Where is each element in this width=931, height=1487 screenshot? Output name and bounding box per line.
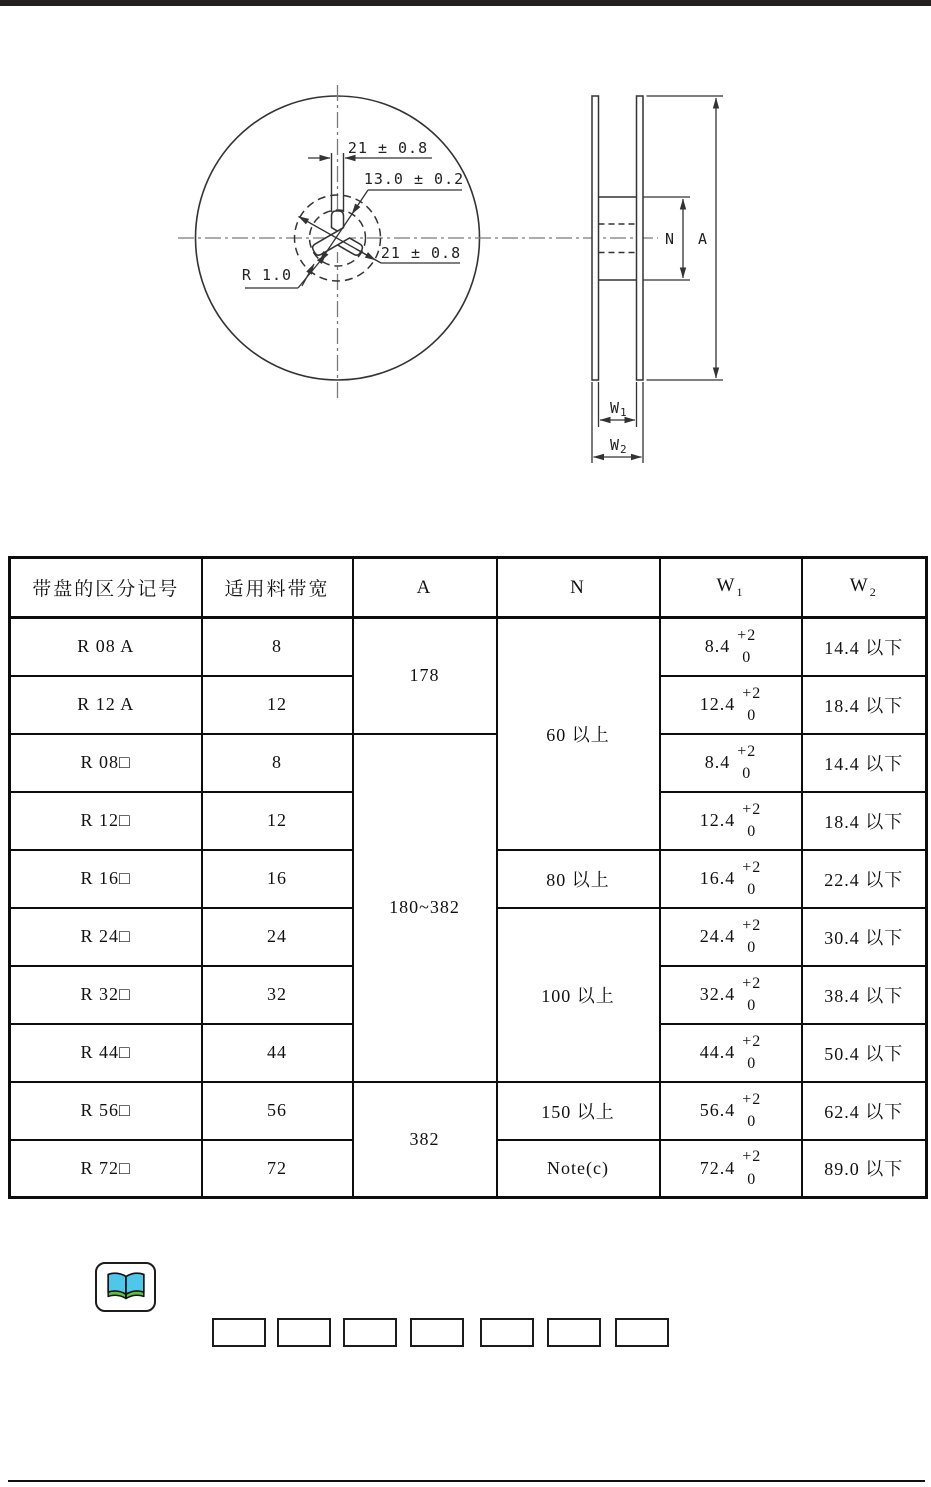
- page-bottom-rule: [8, 1480, 925, 1482]
- placeholder-box: [343, 1318, 397, 1347]
- reel-spec-table: [8, 556, 928, 1199]
- placeholder-box: [410, 1318, 464, 1347]
- right-flange: [637, 96, 644, 380]
- cell-a-group: 178: [353, 618, 497, 734]
- cell-tape-width: 32: [202, 966, 353, 1024]
- header-reel-mark: 带盘的区分记号: [10, 558, 202, 618]
- cell-tape-width: 24: [202, 908, 353, 966]
- cell-w2: 18.4 以下: [802, 792, 927, 850]
- placeholder-box: [547, 1318, 601, 1347]
- cell-w2: 18.4 以下: [802, 676, 927, 734]
- cell-w1: 12.4 +2 0: [660, 676, 802, 734]
- dim-label-n: N: [664, 230, 676, 248]
- cell-mark: R 12 A: [10, 676, 202, 734]
- dim-label-slot-width: 21 ± 0.8: [347, 139, 429, 157]
- cell-n-group: 100 以上: [497, 908, 660, 1082]
- cell-n-group: 60 以上: [497, 618, 660, 850]
- dim-label-w2: $W_2$: [610, 436, 628, 456]
- cell-a-group: 180~382: [353, 734, 497, 1082]
- cell-tape-width: 8: [202, 734, 353, 792]
- cell-mark: R 72□: [10, 1140, 202, 1198]
- cell-w1: 12.4 +2 0: [660, 792, 802, 850]
- cell-w1: 32.4 +2 0: [660, 966, 802, 1024]
- table-row: [10, 1082, 927, 1140]
- left-flange: [592, 96, 599, 380]
- cell-w1: 16.4 +2 0: [660, 850, 802, 908]
- cell-w2: 89.0 以下: [802, 1140, 927, 1198]
- cell-mark: R 32□: [10, 966, 202, 1024]
- cell-w1: 8.4 +2 0: [660, 734, 802, 792]
- cell-tape-width: 16: [202, 850, 353, 908]
- dim-label-a: A: [697, 230, 709, 248]
- cell-w1: 8.4 +2 0: [660, 618, 802, 676]
- placeholder-box: [480, 1318, 534, 1347]
- cell-w2: 14.4 以下: [802, 618, 927, 676]
- cell-w1: 72.4 +2 0: [660, 1140, 802, 1198]
- dim-label-key-circle: 21 ± 0.8: [380, 244, 462, 262]
- reel-side-view: [592, 96, 723, 463]
- cell-w1: 24.4 +2 0: [660, 908, 802, 966]
- cell-mark: R 08 A: [10, 618, 202, 676]
- table-row: [10, 618, 927, 676]
- cell-w1: 44.4 +2 0: [660, 1024, 802, 1082]
- reel-dimension-drawing: [0, 0, 931, 530]
- header-n: N: [497, 558, 660, 618]
- placeholder-box: [277, 1318, 331, 1347]
- cell-tape-width: 44: [202, 1024, 353, 1082]
- cell-mark: R 56□: [10, 1082, 202, 1140]
- cell-w2: 50.4 以下: [802, 1024, 927, 1082]
- reel-front-view: [178, 85, 658, 398]
- table-header-row: [10, 558, 927, 618]
- cell-w2: 14.4 以下: [802, 734, 927, 792]
- cell-tape-width: 72: [202, 1140, 353, 1198]
- cell-a-group: 382: [353, 1082, 497, 1198]
- cell-tape-width: 12: [202, 676, 353, 734]
- dim-label-fillet-radius: R 1.0: [241, 266, 293, 284]
- cell-mark: R 08□: [10, 734, 202, 792]
- cell-mark: R 24□: [10, 908, 202, 966]
- cell-mark: R 12□: [10, 792, 202, 850]
- open-book-icon: [105, 1270, 147, 1304]
- reference-book-button[interactable]: [95, 1262, 156, 1312]
- header-a: A: [353, 558, 497, 618]
- cell-n-group: Note(c): [497, 1140, 660, 1198]
- placeholder-box: [212, 1318, 266, 1347]
- cell-mark: R 16□: [10, 850, 202, 908]
- cell-w2: 22.4 以下: [802, 850, 927, 908]
- header-w2: $W_2$: [802, 558, 927, 618]
- cell-w2: 38.4 以下: [802, 966, 927, 1024]
- placeholder-box: [615, 1318, 669, 1347]
- cell-tape-width: 12: [202, 792, 353, 850]
- header-tape-width: 适用料带宽: [202, 558, 353, 618]
- cell-mark: R 44□: [10, 1024, 202, 1082]
- cell-n-group: 150 以上: [497, 1082, 660, 1140]
- cell-w1: 56.4 +2 0: [660, 1082, 802, 1140]
- header-w1: $W_1$: [660, 558, 802, 618]
- cell-n-group: 80 以上: [497, 850, 660, 908]
- cell-tape-width: 8: [202, 618, 353, 676]
- dim-label-w1: $W_1$: [610, 399, 628, 419]
- cell-w2: 62.4 以下: [802, 1082, 927, 1140]
- dim-label-hub-hole: 13.0 ± 0.2: [363, 170, 465, 188]
- table-row: [10, 734, 927, 792]
- cell-w2: 30.4 以下: [802, 908, 927, 966]
- cell-tape-width: 56: [202, 1082, 353, 1140]
